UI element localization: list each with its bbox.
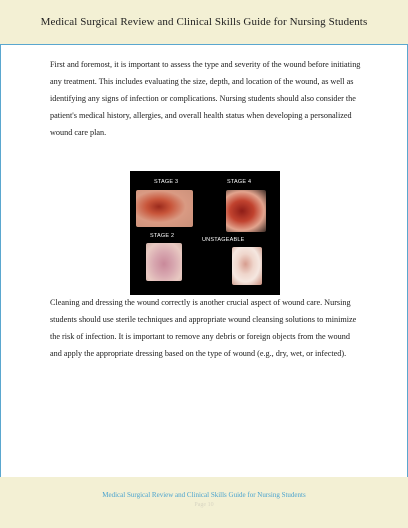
pressure-ulcer-stages-image [130, 171, 280, 295]
unstageable-wound-photo [232, 247, 262, 285]
footer-title: Medical Surgical Review and Clinical Skills Guide for Nursing Students [102, 491, 306, 499]
page-content [0, 44, 408, 478]
page-footer [0, 477, 408, 528]
header-title: Medical Surgical Review and Clinical Skills Guide for Nursing Students [40, 16, 368, 28]
paragraph-assessment: First and foremost, it is important to assess the type and severity of the wound before initiating any treatment. This includes evaluating the size, depth, and location of the wound, as well as identifying any signs of infection or complications. Nursing students should also consider the patient's medical history, allergies, and overall health status when developing a personalized wound care plan. [50, 60, 361, 137]
stage-3-wound-photo [136, 190, 193, 227]
label-unstageable: UNSTAGEABLE [202, 237, 245, 243]
stage-2-wound-photo [146, 243, 182, 281]
page-header [0, 0, 408, 44]
stage-4-wound-photo [226, 190, 266, 232]
label-stage-3: STAGE 3 [154, 179, 179, 185]
paragraph-cleaning: Cleaning and dressing the wound correctly is another crucial aspect of wound care. Nursing students should use sterile techniques and appropriate wound cleansing solutions to minimize the risk of infection. It is important to remove any debris or foreign objects from the wound and apply the appropriate dressing based on the type of wound (e.g., dry, wet, or infected). [50, 298, 357, 358]
label-stage-4: STAGE 4 [227, 179, 252, 185]
label-stage-2: STAGE 2 [150, 233, 175, 239]
page-number: Page 10 [194, 502, 214, 508]
